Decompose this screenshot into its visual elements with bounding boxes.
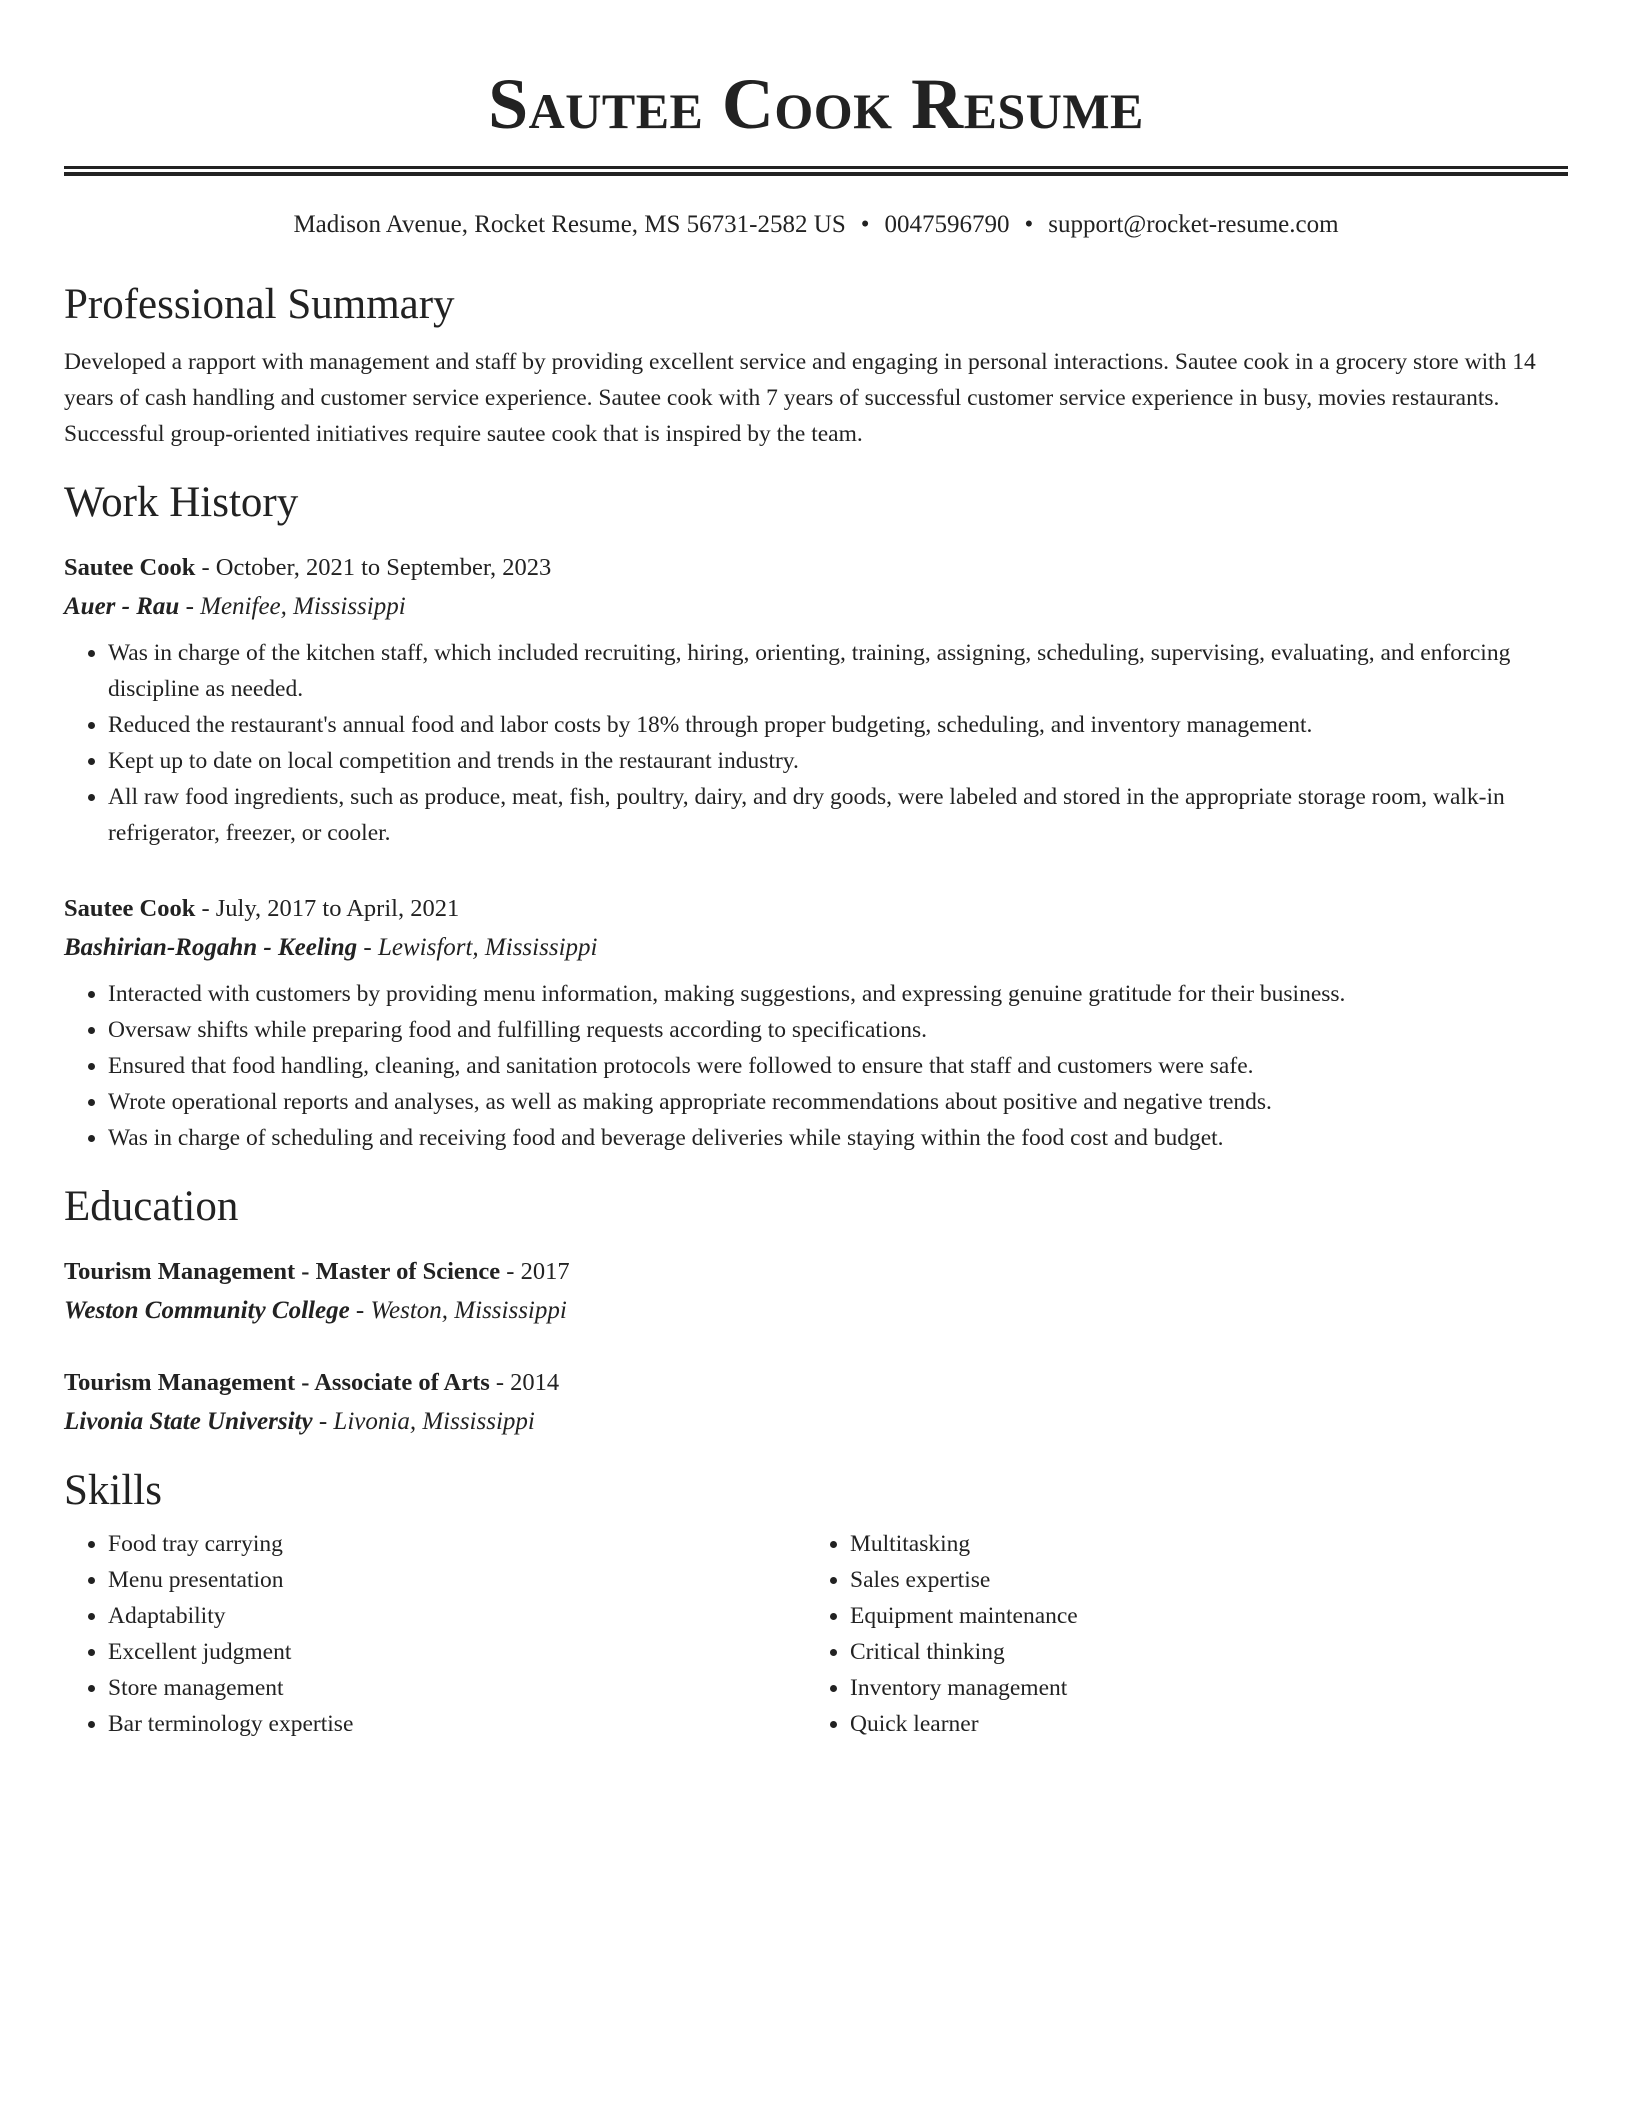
skills-columns xyxy=(64,1526,1568,1742)
job-bullet: • Was in charge of scheduling and receiving food and beverage deliveries while staying within the food cost and budget. xyxy=(108,1120,1568,1156)
degree-name: Tourism Management - Master of Science xyxy=(64,1258,501,1285)
education-entry xyxy=(64,1363,1568,1442)
summary-text: Developed a rapport with management and staff by providing excellent service and engaging in personal interactions. Sautee cook in a grocery store with 14 years of cash handling and customer service experience. Sautee cook with 7 years of successful customer service experience in busy, movies restaurants. Successful group-oriented initiatives require sautee cook that is inspired by the team. xyxy=(64,349,1536,447)
school-name: Weston Community College xyxy=(64,1297,350,1324)
skill-item: • Adaptability xyxy=(108,1598,806,1634)
degree-year: - 2017 xyxy=(500,1258,570,1285)
skill-item: • Excellent judgment xyxy=(108,1634,806,1670)
degree-name: Tourism Management - Associate of Arts xyxy=(64,1369,490,1396)
contact-separator: • xyxy=(860,211,870,238)
skill-item: • Multitasking xyxy=(850,1526,1548,1562)
contact-email: support@rocket-resume.com xyxy=(1048,211,1339,238)
resume-title: Sautee Cook Resume xyxy=(488,64,1144,144)
job-bullet: • Ensured that food handling, cleaning, and sanitation protocols were followed to ensure that staff and customers were safe. xyxy=(108,1048,1568,1084)
contact-separator: • xyxy=(1024,211,1034,238)
education-heading: Education xyxy=(64,1183,239,1230)
skill-item: • Inventory management xyxy=(850,1670,1548,1706)
skill-item: • Critical thinking xyxy=(850,1634,1548,1670)
contact-phone: 0047596790 xyxy=(884,211,1010,238)
school-line xyxy=(64,1402,1568,1442)
job-bullet: • Was in charge of the kitchen staff, which included recruiting, hiring, orienting, training, assigning, scheduling, supervising, evaluating, and enforcing discipline as needed. xyxy=(108,635,1568,707)
contact-line xyxy=(64,210,1568,240)
company-location: - Menifee, Mississippi xyxy=(179,593,406,620)
school-location: - Weston, Mississippi xyxy=(349,1297,567,1324)
job-bullet: • Kept up to date on local competition and trends in the restaurant industry. xyxy=(108,743,1568,779)
contact-address: Madison Avenue, Rocket Resume, MS 56731-2582 US xyxy=(293,211,846,238)
job-bullet: • All raw food ingredients, such as produce, meat, fish, poultry, dairy, and dry goods, were labeled and stored in the appropriate storage room, walk-in refrigerator, freezer, or cooler. xyxy=(108,779,1568,851)
degree-year: - 2014 xyxy=(489,1369,560,1396)
degree-line xyxy=(64,1252,1568,1291)
skill-item: • Menu presentation xyxy=(108,1562,806,1598)
title-divider xyxy=(64,166,1568,176)
job-bullets xyxy=(64,635,1568,851)
job-entry xyxy=(64,889,1568,1156)
company-line xyxy=(64,928,1568,968)
skill-item: • Quick learner xyxy=(850,1706,1548,1742)
education-entry xyxy=(64,1252,1568,1331)
school-name: Livonia State University xyxy=(64,1408,313,1435)
company-name: Bashirian-Rogahn - Keeling xyxy=(64,934,358,961)
summary-heading: Professional Summary xyxy=(64,281,455,328)
company-location: - Lewisfort, Mississippi xyxy=(357,934,598,961)
job-bullet: • Wrote operational reports and analyses, as well as making appropriate recommendations about positive and negative trends. xyxy=(108,1084,1568,1120)
job-bullets xyxy=(64,976,1568,1156)
job-bullet: • Oversaw shifts while preparing food and fulfilling requests according to specifications. xyxy=(108,1012,1568,1048)
work-history-heading: Work History xyxy=(64,479,299,526)
skill-item: • Equipment maintenance xyxy=(850,1598,1548,1634)
school-line xyxy=(64,1291,1568,1331)
school-location: - Livonia, Mississippi xyxy=(312,1408,535,1435)
job-title: Sautee Cook xyxy=(64,895,196,922)
job-title: Sautee Cook xyxy=(64,554,196,581)
job-dates: - July, 2017 to April, 2021 xyxy=(195,895,460,922)
skill-item: • Bar terminology expertise xyxy=(108,1706,806,1742)
job-bullet: • Interacted with customers by providing menu information, making suggestions, and expressing genuine gratitude for their business. xyxy=(108,976,1568,1012)
skill-item: • Food tray carrying xyxy=(108,1526,806,1562)
job-title-line xyxy=(64,889,1568,928)
company-name: Auer - Rau xyxy=(64,593,180,620)
company-line xyxy=(64,587,1568,627)
skill-item: • Store management xyxy=(108,1670,806,1706)
job-bullet: • Reduced the restaurant's annual food and labor costs by 18% through proper budgeting, scheduling, and inventory management. xyxy=(108,707,1568,743)
skills-heading: Skills xyxy=(64,1467,162,1514)
job-title-line xyxy=(64,548,1568,587)
degree-line xyxy=(64,1363,1568,1402)
skills-list-right xyxy=(806,1526,1548,1742)
skill-item: • Sales expertise xyxy=(850,1562,1548,1598)
skills-list-left xyxy=(64,1526,806,1742)
job-dates: - October, 2021 to September, 2023 xyxy=(195,554,552,581)
job-entry xyxy=(64,548,1568,851)
